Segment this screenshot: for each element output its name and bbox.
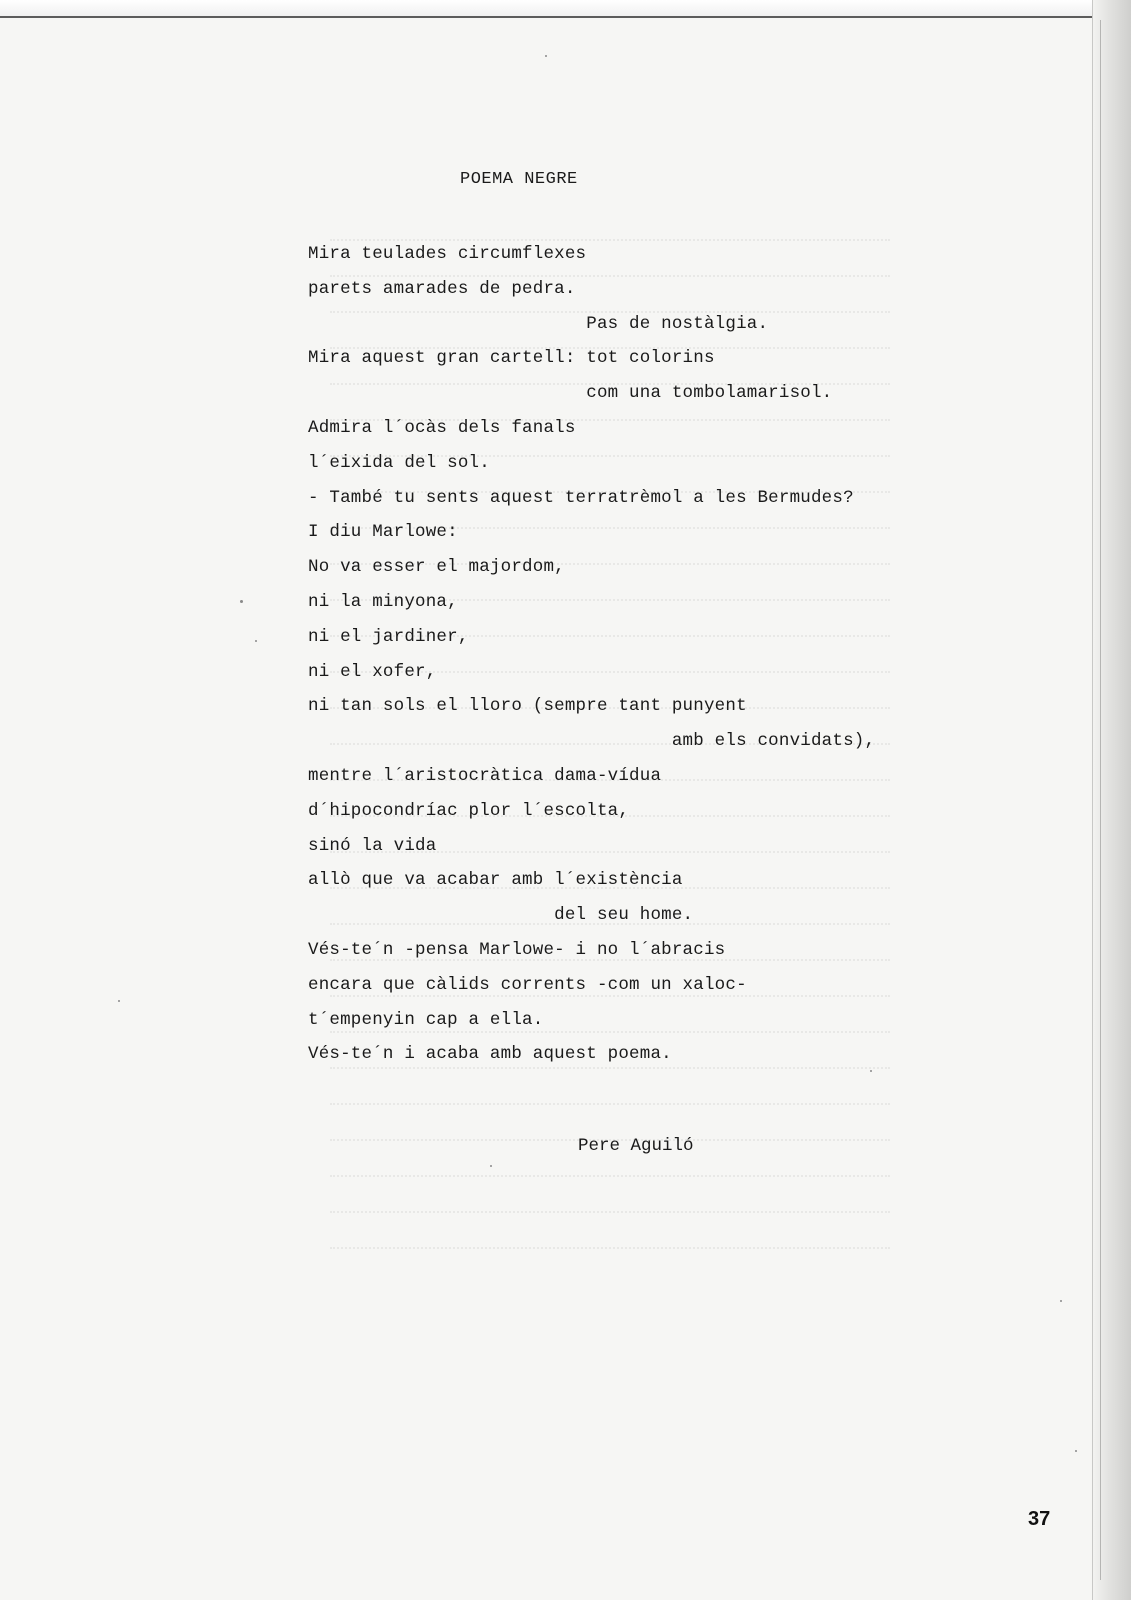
page-right-edge-line xyxy=(1100,20,1101,1580)
poem-line: Vés-te´n -pensa Marlowe- i no l´abracis xyxy=(308,939,726,960)
poem-line: mentre l´aristocràtica dama-vídua xyxy=(308,765,662,786)
poem-line: l´eixida del sol. xyxy=(308,452,490,473)
poem-line: amb els convidats), xyxy=(308,731,876,752)
poem-line: No va esser el majordom, xyxy=(308,557,565,578)
page-right-edge xyxy=(1092,0,1131,1600)
poem-line: com una tombolamarisol. xyxy=(308,383,833,404)
poem-line: allò que va acabar amb l´existència xyxy=(308,870,683,891)
poem-line: encara que càlids corrents -com un xaloc- xyxy=(308,974,747,995)
poem-line: I diu Marlowe: xyxy=(308,522,458,543)
poem-body xyxy=(308,237,875,1072)
poem-line: Vés-te´n i acaba amb aquest poema. xyxy=(308,1044,672,1065)
paper-speck xyxy=(545,55,547,57)
paper-speck xyxy=(118,1000,120,1002)
poem-line: d´hipocondríac plor l´escolta, xyxy=(308,800,630,821)
poem-author: Pere Aguiló xyxy=(578,1136,694,1156)
poem-line: Mira teulades circumflexes xyxy=(308,244,587,264)
paper-speck xyxy=(490,1165,492,1167)
poem-line: sinó la vida xyxy=(308,835,437,856)
poem-line: ni tan sols el lloro (sempre tant punyent xyxy=(308,696,747,717)
poem-line: Mira aquest gran cartell: tot colorins xyxy=(308,348,715,369)
paper-speck xyxy=(255,640,257,642)
poem-line: parets amarades de pedra. xyxy=(308,278,576,299)
poem-line: del seu home. xyxy=(308,905,694,926)
paper-speck xyxy=(1075,1450,1077,1452)
poem-line: ni la minyona, xyxy=(308,591,458,612)
poem-line: ni el jardiner, xyxy=(308,626,469,647)
poem-line: ni el xofer, xyxy=(308,661,437,682)
paper-speck xyxy=(1060,1300,1062,1302)
poem-title: POEMA NEGRE xyxy=(460,170,578,189)
page-number: 37 xyxy=(1028,1508,1051,1530)
page-top-edge xyxy=(0,0,1100,18)
poem-line: Pas de nostàlgia. xyxy=(308,313,769,334)
paper-speck xyxy=(240,600,243,603)
poem-line: - També tu sents aquest terratrèmol a les Bermudes? xyxy=(308,487,854,508)
poem-line: Admira l´ocàs dels fanals xyxy=(308,417,576,438)
poem-line: t´empenyin cap a ella. xyxy=(308,1009,544,1030)
